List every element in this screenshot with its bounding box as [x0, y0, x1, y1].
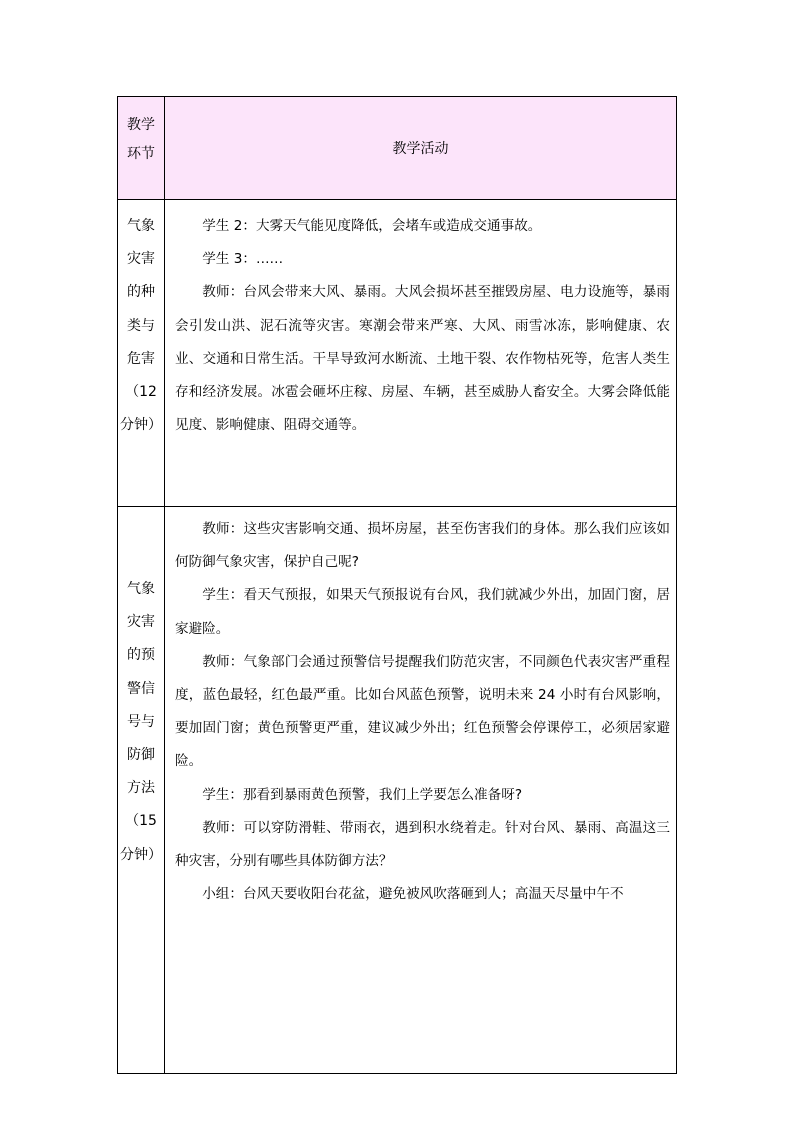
stage-line: 的预 — [127, 647, 155, 664]
activity-paragraph: 学生 3：…… — [202, 251, 284, 268]
stage-line: 防御 — [127, 747, 155, 764]
stage-line: 方法 — [127, 780, 155, 797]
stage-line: 分钟） — [120, 846, 162, 863]
lesson-plan-table — [117, 96, 677, 1074]
table-row — [118, 507, 677, 1074]
stage-line: 号与 — [127, 713, 155, 730]
activity-paragraph: 教师：这些灾害影响交通、损坏房屋，甚至伤害我们的身体。那么我们应该如何防御气象灾害，保护自己呢? — [175, 521, 670, 571]
activity-paragraph: 教师：台风会带来大风、暴雨。大风会损坏甚至摧毁房屋、电力设施等，暴雨会引发山洪、泥石流等灾害。寒潮会带来严寒、大风、雨雪冰冻，影响健康、农业、交通和日常生活。干旱导致河水断流、土地干裂、农作物枯死等，危害人类生存和经济发展。冰雹会砸坏庄稼、房屋、车辆，甚至威胁人畜安全。大雾会降低能见度、影响健康、阻碍交通等。 — [175, 284, 670, 434]
stage-cell — [118, 200, 165, 507]
activity-cell — [165, 200, 677, 507]
activity-cell — [165, 507, 677, 1074]
stage-line: 警信 — [127, 680, 155, 697]
stage-line: 气象 — [127, 218, 155, 234]
stage-header-cell — [118, 97, 165, 200]
stage-line: 气象 — [127, 581, 155, 597]
table-header-row — [118, 97, 677, 200]
stage-line: 类与 — [127, 317, 155, 334]
activity-paragraph: 学生：看天气预报，如果天气预报说有台风，我们就减少外出，加固门窗，居家避险。 — [175, 587, 670, 637]
stage-line: （15 — [125, 813, 157, 830]
activity-header-cell: 教学活动 — [165, 97, 677, 200]
activity-paragraph: 教师：可以穿防滑鞋、带雨衣，遇到积水绕着走。针对台风、暴雨、高温这三种灾害，分别有哪些具体防御方法？ — [175, 819, 670, 870]
stage-line: 危害 — [127, 350, 155, 367]
stage-line: 分钟） — [120, 417, 162, 434]
stage-line: （12 — [125, 384, 157, 401]
stage-header-line: 教学 — [127, 117, 155, 133]
activity-paragraph: 小组：台风天要收阳台花盆，避免被风吹落砸到人；高温天尽量中午不 — [202, 886, 624, 903]
activity-paragraph: 学生：那看到暴雨黄色预警，我们上学要怎么准备呀? — [202, 786, 523, 803]
activity-paragraph: 教师：气象部门会通过预警信号提醒我们防范灾害，不同颜色代表灾害严重程度，蓝色最轻，红色最严重。比如台风蓝色预警，说明未来 24 小时有台风影响，要加固门窗；黄色预警更严重，建议减少外出；红色预警会停课停工，必须居家避险。 — [175, 653, 670, 770]
stage-line: 灾害 — [127, 614, 155, 631]
stage-header-line: 环节 — [127, 146, 155, 162]
activity-paragraph: 学生 2：大雾天气能见度降低，会堵车或造成交通事故。 — [202, 218, 542, 234]
stage-cell — [118, 507, 165, 1074]
stage-line: 的种 — [127, 284, 155, 301]
table-row — [118, 200, 677, 507]
stage-line: 灾害 — [127, 251, 155, 268]
